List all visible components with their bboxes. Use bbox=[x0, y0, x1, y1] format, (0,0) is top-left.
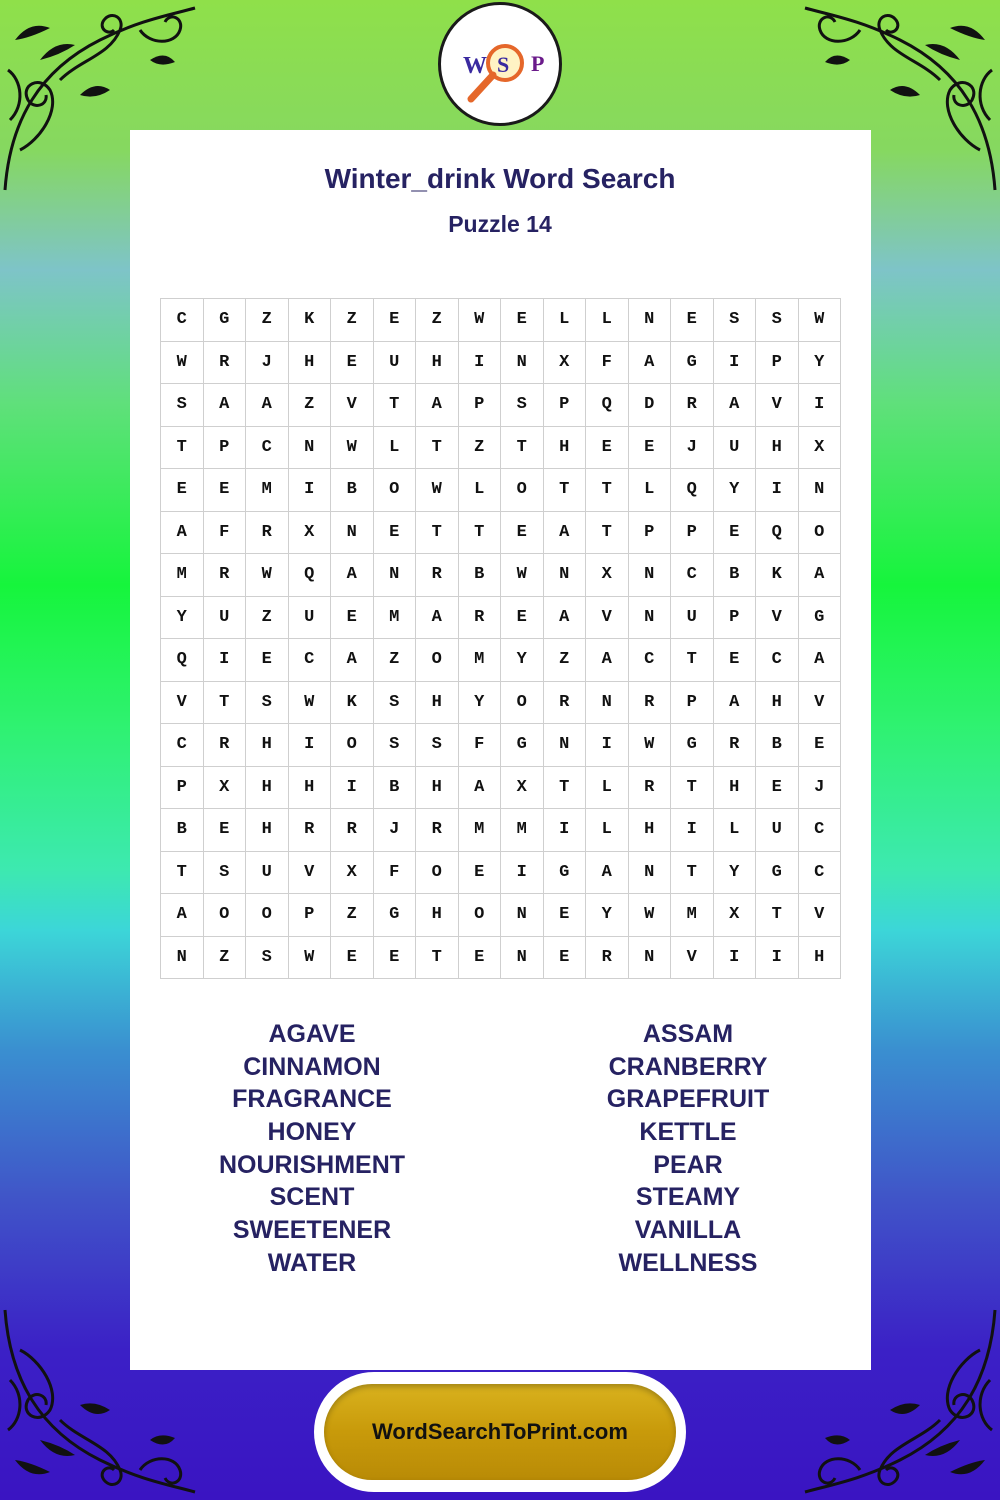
grid-cell[interactable]: I bbox=[714, 937, 757, 980]
grid-cell[interactable]: G bbox=[671, 342, 714, 385]
grid-cell[interactable]: E bbox=[459, 937, 502, 980]
grid-cell[interactable]: M bbox=[459, 809, 502, 852]
grid-cell[interactable]: H bbox=[799, 937, 842, 980]
grid-cell[interactable]: K bbox=[331, 682, 374, 725]
grid-cell[interactable]: A bbox=[331, 554, 374, 597]
grid-cell[interactable]: R bbox=[204, 554, 247, 597]
grid-cell[interactable]: N bbox=[629, 597, 672, 640]
grid-cell[interactable]: V bbox=[756, 597, 799, 640]
grid-cell[interactable]: X bbox=[714, 894, 757, 937]
grid-cell[interactable]: T bbox=[544, 767, 587, 810]
grid-cell[interactable]: C bbox=[629, 639, 672, 682]
grid-cell[interactable]: V bbox=[799, 682, 842, 725]
grid-cell[interactable]: H bbox=[756, 427, 799, 470]
word-list-left bbox=[162, 1018, 462, 1280]
grid-cell[interactable]: Y bbox=[714, 852, 757, 895]
grid-cell[interactable]: H bbox=[714, 767, 757, 810]
grid-cell[interactable]: A bbox=[799, 554, 842, 597]
grid-cell[interactable]: K bbox=[289, 299, 332, 342]
grid-cell[interactable]: N bbox=[161, 937, 204, 980]
grid-cell[interactable]: W bbox=[459, 299, 502, 342]
grid-cell[interactable]: T bbox=[161, 427, 204, 470]
grid-cell[interactable]: E bbox=[204, 469, 247, 512]
word-list-item: NOURISHMENT bbox=[218, 1150, 406, 1179]
grid-cell[interactable]: R bbox=[459, 597, 502, 640]
grid-cell[interactable]: L bbox=[586, 767, 629, 810]
grid-cell[interactable]: N bbox=[331, 512, 374, 555]
grid-cell[interactable]: V bbox=[331, 384, 374, 427]
grid-cell[interactable]: A bbox=[161, 512, 204, 555]
grid-cell[interactable]: R bbox=[714, 724, 757, 767]
word-list-item: VANILLA bbox=[634, 1216, 742, 1245]
grid-cell[interactable]: T bbox=[756, 894, 799, 937]
grid-cell[interactable]: I bbox=[714, 342, 757, 385]
grid-cell[interactable]: L bbox=[586, 299, 629, 342]
grid-cell[interactable]: C bbox=[671, 554, 714, 597]
grid-cell[interactable]: I bbox=[459, 342, 502, 385]
grid-cell[interactable]: H bbox=[756, 682, 799, 725]
grid-cell[interactable]: T bbox=[671, 767, 714, 810]
grid-cell[interactable]: C bbox=[161, 724, 204, 767]
grid-cell[interactable]: C bbox=[799, 809, 842, 852]
grid-cell[interactable]: E bbox=[374, 937, 417, 980]
word-list-item: CINNAMON bbox=[243, 1052, 381, 1081]
grid-cell[interactable]: L bbox=[714, 809, 757, 852]
word-list-item: SWEETENER bbox=[232, 1216, 392, 1245]
grid-cell[interactable]: J bbox=[671, 427, 714, 470]
grid-cell[interactable]: R bbox=[586, 937, 629, 980]
grid-cell[interactable]: G bbox=[756, 852, 799, 895]
grid-cell[interactable]: T bbox=[501, 427, 544, 470]
grid-cell[interactable]: N bbox=[586, 682, 629, 725]
grid-cell[interactable]: Z bbox=[374, 639, 417, 682]
grid-cell[interactable]: E bbox=[714, 639, 757, 682]
grid-cell[interactable]: R bbox=[416, 809, 459, 852]
grid-cell[interactable]: P bbox=[544, 384, 587, 427]
grid-cell[interactable]: U bbox=[374, 342, 417, 385]
grid-cell[interactable]: S bbox=[246, 682, 289, 725]
grid-cell[interactable]: S bbox=[161, 384, 204, 427]
grid-cell[interactable]: W bbox=[629, 724, 672, 767]
grid-cell[interactable]: T bbox=[671, 639, 714, 682]
word-list-item: CRANBERRY bbox=[608, 1052, 768, 1081]
grid-cell[interactable]: G bbox=[671, 724, 714, 767]
grid-cell[interactable]: E bbox=[714, 512, 757, 555]
grid-cell[interactable]: H bbox=[416, 894, 459, 937]
grid-cell[interactable]: M bbox=[671, 894, 714, 937]
grid-cell[interactable]: S bbox=[246, 937, 289, 980]
grid-cell[interactable]: Z bbox=[544, 639, 587, 682]
grid-cell[interactable]: F bbox=[204, 512, 247, 555]
grid-cell[interactable]: S bbox=[416, 724, 459, 767]
grid-cell[interactable]: T bbox=[459, 512, 502, 555]
grid-cell[interactable]: Z bbox=[204, 937, 247, 980]
word-list-item: PEAR bbox=[653, 1150, 723, 1179]
word-list-item: STEAMY bbox=[635, 1183, 741, 1212]
grid-cell[interactable]: H bbox=[416, 767, 459, 810]
grid-cell[interactable]: E bbox=[161, 469, 204, 512]
grid-cell[interactable]: I bbox=[331, 767, 374, 810]
grid-cell[interactable]: H bbox=[246, 724, 289, 767]
grid-cell[interactable]: A bbox=[544, 512, 587, 555]
grid-cell[interactable]: P bbox=[161, 767, 204, 810]
grid-cell[interactable]: S bbox=[374, 682, 417, 725]
grid-cell[interactable]: C bbox=[246, 427, 289, 470]
grid-cell[interactable]: H bbox=[289, 767, 332, 810]
word-list-item: GRAPEFRUIT bbox=[606, 1085, 770, 1114]
grid-cell[interactable]: W bbox=[501, 554, 544, 597]
grid-cell[interactable]: F bbox=[459, 724, 502, 767]
grid-cell[interactable]: M bbox=[501, 809, 544, 852]
grid-cell[interactable]: Q bbox=[289, 554, 332, 597]
grid-cell[interactable]: S bbox=[501, 384, 544, 427]
grid-cell[interactable]: A bbox=[416, 597, 459, 640]
grid-cell[interactable]: F bbox=[586, 342, 629, 385]
puzzle-number: Puzzle 14 bbox=[448, 211, 552, 237]
grid-cell[interactable]: A bbox=[204, 384, 247, 427]
grid-cell[interactable]: B bbox=[756, 724, 799, 767]
logo-letter-s: S bbox=[497, 52, 510, 77]
magnifier-logo-icon bbox=[441, 5, 559, 123]
grid-cell[interactable]: N bbox=[544, 554, 587, 597]
grid-cell[interactable]: Z bbox=[459, 427, 502, 470]
grid-cell[interactable]: W bbox=[289, 937, 332, 980]
grid-cell[interactable]: Q bbox=[586, 384, 629, 427]
grid-cell[interactable]: B bbox=[331, 469, 374, 512]
grid-cell[interactable]: Y bbox=[459, 682, 502, 725]
grid-cell[interactable]: N bbox=[629, 937, 672, 980]
grid-cell[interactable]: Y bbox=[714, 469, 757, 512]
word-list-item: WATER bbox=[267, 1248, 357, 1277]
logo-letter-w: W bbox=[463, 53, 487, 79]
grid-cell[interactable]: X bbox=[331, 852, 374, 895]
grid-cell[interactable]: V bbox=[671, 937, 714, 980]
word-list-item: AGAVE bbox=[268, 1020, 356, 1048]
grid-cell[interactable]: N bbox=[501, 342, 544, 385]
grid-cell[interactable]: Y bbox=[586, 894, 629, 937]
letter-grid bbox=[160, 298, 841, 979]
grid-cell[interactable]: B bbox=[374, 767, 417, 810]
page-title: Winter_drink Word Search bbox=[324, 163, 676, 194]
grid-cell[interactable]: I bbox=[289, 469, 332, 512]
grid-cell[interactable]: Z bbox=[331, 299, 374, 342]
grid-cell[interactable]: Q bbox=[671, 469, 714, 512]
grid-cell[interactable]: H bbox=[629, 809, 672, 852]
grid-cell[interactable]: C bbox=[289, 639, 332, 682]
grid-cell[interactable]: M bbox=[374, 597, 417, 640]
grid-cell[interactable]: P bbox=[671, 512, 714, 555]
grid-cell[interactable]: S bbox=[374, 724, 417, 767]
grid-cell[interactable]: H bbox=[544, 427, 587, 470]
grid-cell[interactable]: E bbox=[331, 597, 374, 640]
grid-cell[interactable]: N bbox=[799, 469, 842, 512]
grid-cell[interactable]: O bbox=[374, 469, 417, 512]
grid-cell[interactable]: G bbox=[544, 852, 587, 895]
grid-cell[interactable]: T bbox=[204, 682, 247, 725]
grid-cell[interactable]: A bbox=[586, 852, 629, 895]
grid-cell[interactable]: B bbox=[714, 554, 757, 597]
grid-cell[interactable]: E bbox=[501, 597, 544, 640]
word-list-item: ASSAM bbox=[642, 1020, 734, 1048]
grid-cell[interactable]: W bbox=[161, 342, 204, 385]
grid-cell[interactable]: Y bbox=[161, 597, 204, 640]
grid-cell[interactable]: X bbox=[501, 767, 544, 810]
grid-cell[interactable]: P bbox=[756, 342, 799, 385]
grid-cell[interactable]: J bbox=[374, 809, 417, 852]
grid-cell[interactable]: A bbox=[544, 597, 587, 640]
grid-cell[interactable]: N bbox=[501, 937, 544, 980]
grid-cell[interactable]: I bbox=[671, 809, 714, 852]
grid-cell[interactable]: E bbox=[374, 512, 417, 555]
grid-cell[interactable]: N bbox=[544, 724, 587, 767]
grid-cell[interactable]: L bbox=[629, 469, 672, 512]
grid-cell[interactable]: A bbox=[246, 384, 289, 427]
grid-cell[interactable]: Y bbox=[501, 639, 544, 682]
grid-cell[interactable]: E bbox=[756, 767, 799, 810]
word-list-item: KETTLE bbox=[639, 1118, 737, 1147]
grid-cell[interactable]: E bbox=[544, 937, 587, 980]
grid-cell[interactable]: L bbox=[459, 469, 502, 512]
grid-cell[interactable]: G bbox=[204, 299, 247, 342]
grid-cell[interactable]: Z bbox=[246, 299, 289, 342]
grid-cell[interactable]: H bbox=[289, 342, 332, 385]
grid-cell[interactable]: R bbox=[204, 724, 247, 767]
grid-cell[interactable]: O bbox=[501, 469, 544, 512]
grid-cell[interactable]: R bbox=[671, 384, 714, 427]
grid-cell[interactable]: E bbox=[586, 427, 629, 470]
grid-cell[interactable]: N bbox=[289, 427, 332, 470]
grid-cell[interactable]: H bbox=[416, 342, 459, 385]
grid-cell[interactable]: N bbox=[374, 554, 417, 597]
grid-cell[interactable]: R bbox=[246, 512, 289, 555]
grid-cell[interactable]: P bbox=[629, 512, 672, 555]
grid-cell[interactable]: T bbox=[416, 937, 459, 980]
grid-cell[interactable]: T bbox=[544, 469, 587, 512]
grid-cell[interactable]: N bbox=[629, 299, 672, 342]
grid-cell[interactable]: I bbox=[544, 809, 587, 852]
grid-cell[interactable]: E bbox=[331, 342, 374, 385]
word-list-item: HONEY bbox=[267, 1118, 357, 1147]
grid-cell[interactable]: G bbox=[374, 894, 417, 937]
grid-cell[interactable]: L bbox=[586, 809, 629, 852]
grid-cell[interactable]: O bbox=[204, 894, 247, 937]
grid-cell[interactable]: N bbox=[629, 554, 672, 597]
grid-cell[interactable]: R bbox=[289, 809, 332, 852]
grid-cell[interactable]: Z bbox=[331, 894, 374, 937]
grid-cell[interactable]: U bbox=[246, 852, 289, 895]
grid-cell[interactable]: E bbox=[459, 852, 502, 895]
grid-cell[interactable]: L bbox=[544, 299, 587, 342]
grid-cell[interactable]: E bbox=[246, 639, 289, 682]
grid-cell[interactable]: M bbox=[459, 639, 502, 682]
grid-cell[interactable]: N bbox=[629, 852, 672, 895]
grid-cell[interactable]: E bbox=[331, 937, 374, 980]
grid-cell[interactable]: T bbox=[374, 384, 417, 427]
grid-cell[interactable]: U bbox=[289, 597, 332, 640]
grid-cell[interactable]: M bbox=[161, 554, 204, 597]
grid-cell[interactable]: X bbox=[586, 554, 629, 597]
grid-cell[interactable]: W bbox=[416, 469, 459, 512]
grid-cell[interactable]: P bbox=[714, 597, 757, 640]
grid-cell[interactable]: R bbox=[544, 682, 587, 725]
word-list-item: SCENT bbox=[269, 1183, 355, 1212]
grid-cell[interactable]: I bbox=[756, 469, 799, 512]
grid-cell[interactable]: U bbox=[204, 597, 247, 640]
grid-cell[interactable]: O bbox=[799, 512, 842, 555]
grid-cell[interactable]: O bbox=[331, 724, 374, 767]
grid-cell[interactable]: A bbox=[331, 639, 374, 682]
grid-cell[interactable]: A bbox=[629, 342, 672, 385]
grid-cell[interactable]: E bbox=[671, 299, 714, 342]
grid-cell[interactable]: X bbox=[544, 342, 587, 385]
grid-cell[interactable]: C bbox=[161, 299, 204, 342]
grid-cell[interactable]: S bbox=[714, 299, 757, 342]
grid-cell[interactable]: U bbox=[671, 597, 714, 640]
grid-cell[interactable]: A bbox=[714, 384, 757, 427]
grid-cell[interactable]: J bbox=[246, 342, 289, 385]
grid-cell[interactable]: E bbox=[204, 809, 247, 852]
grid-cell[interactable]: B bbox=[161, 809, 204, 852]
grid-cell[interactable]: G bbox=[501, 724, 544, 767]
grid-cell[interactable]: A bbox=[586, 639, 629, 682]
grid-cell[interactable]: E bbox=[544, 894, 587, 937]
grid-cell[interactable]: X bbox=[204, 767, 247, 810]
grid-cell[interactable]: O bbox=[246, 894, 289, 937]
grid-cell[interactable]: N bbox=[501, 894, 544, 937]
grid-cell[interactable]: V bbox=[586, 597, 629, 640]
grid-cell[interactable]: D bbox=[629, 384, 672, 427]
grid-cell[interactable]: W bbox=[246, 554, 289, 597]
grid-cell[interactable]: R bbox=[629, 767, 672, 810]
grid-cell[interactable]: V bbox=[161, 682, 204, 725]
grid-cell[interactable]: B bbox=[459, 554, 502, 597]
grid-cell[interactable]: I bbox=[204, 639, 247, 682]
grid-cell[interactable]: W bbox=[799, 299, 842, 342]
grid-cell[interactable]: V bbox=[799, 894, 842, 937]
grid-cell[interactable]: R bbox=[204, 342, 247, 385]
grid-cell[interactable]: Z bbox=[416, 299, 459, 342]
grid-cell[interactable]: I bbox=[756, 937, 799, 980]
grid-cell[interactable]: R bbox=[416, 554, 459, 597]
grid-cell[interactable]: E bbox=[374, 299, 417, 342]
grid-cell[interactable]: C bbox=[756, 639, 799, 682]
grid-cell[interactable]: S bbox=[756, 299, 799, 342]
grid-cell[interactable]: G bbox=[799, 597, 842, 640]
grid-cell[interactable]: R bbox=[629, 682, 672, 725]
grid-cell[interactable]: Q bbox=[161, 639, 204, 682]
grid-cell[interactable]: O bbox=[459, 894, 502, 937]
grid-cell[interactable]: R bbox=[331, 809, 374, 852]
grid-cell[interactable]: H bbox=[246, 809, 289, 852]
grid-cell[interactable]: T bbox=[586, 469, 629, 512]
grid-cell[interactable]: W bbox=[629, 894, 672, 937]
grid-cell[interactable]: Z bbox=[246, 597, 289, 640]
grid-cell[interactable]: E bbox=[501, 512, 544, 555]
grid-cell[interactable]: P bbox=[289, 894, 332, 937]
grid-cell[interactable]: O bbox=[501, 682, 544, 725]
grid-cell[interactable]: Q bbox=[756, 512, 799, 555]
grid-cell[interactable]: I bbox=[289, 724, 332, 767]
site-link[interactable]: WordSearchToPrint.com bbox=[324, 1384, 676, 1480]
grid-cell[interactable]: T bbox=[586, 512, 629, 555]
grid-cell[interactable]: T bbox=[416, 512, 459, 555]
word-list-item: FRAGRANCE bbox=[232, 1085, 392, 1114]
grid-cell[interactable]: K bbox=[756, 554, 799, 597]
grid-cell[interactable]: V bbox=[289, 852, 332, 895]
grid-cell[interactable]: L bbox=[374, 427, 417, 470]
grid-cell[interactable]: I bbox=[501, 852, 544, 895]
grid-cell[interactable]: O bbox=[416, 852, 459, 895]
grid-cell[interactable]: A bbox=[799, 639, 842, 682]
grid-cell[interactable]: V bbox=[756, 384, 799, 427]
grid-cell[interactable]: U bbox=[714, 427, 757, 470]
grid-cell[interactable]: S bbox=[204, 852, 247, 895]
grid-cell[interactable]: A bbox=[459, 767, 502, 810]
grid-cell[interactable]: T bbox=[671, 852, 714, 895]
grid-cell[interactable]: I bbox=[799, 384, 842, 427]
grid-cell[interactable]: W bbox=[331, 427, 374, 470]
grid-cell[interactable]: H bbox=[416, 682, 459, 725]
grid-cell[interactable]: E bbox=[799, 724, 842, 767]
grid-cell[interactable]: O bbox=[416, 639, 459, 682]
grid-cell[interactable]: H bbox=[246, 767, 289, 810]
grid-cell[interactable]: E bbox=[629, 427, 672, 470]
grid-cell[interactable]: P bbox=[204, 427, 247, 470]
grid-cell[interactable]: J bbox=[799, 767, 842, 810]
grid-cell[interactable]: A bbox=[416, 384, 459, 427]
grid-cell[interactable]: P bbox=[671, 682, 714, 725]
grid-cell[interactable]: E bbox=[501, 299, 544, 342]
grid-cell[interactable]: W bbox=[289, 682, 332, 725]
grid-cell[interactable]: X bbox=[799, 427, 842, 470]
word-list-right bbox=[538, 1018, 838, 1280]
grid-cell[interactable]: F bbox=[374, 852, 417, 895]
grid-cell[interactable]: X bbox=[289, 512, 332, 555]
grid-cell[interactable]: Y bbox=[799, 342, 842, 385]
grid-cell[interactable]: C bbox=[799, 852, 842, 895]
logo-letter-p: P bbox=[531, 51, 545, 76]
grid-cell[interactable]: P bbox=[459, 384, 502, 427]
wsp-logo bbox=[438, 2, 562, 126]
grid-cell[interactable]: T bbox=[416, 427, 459, 470]
grid-cell[interactable]: I bbox=[586, 724, 629, 767]
grid-cell[interactable]: A bbox=[161, 894, 204, 937]
grid-cell[interactable]: M bbox=[246, 469, 289, 512]
grid-cell[interactable]: A bbox=[714, 682, 757, 725]
site-badge[interactable] bbox=[314, 1372, 686, 1492]
grid-cell[interactable]: T bbox=[161, 852, 204, 895]
word-list-item: WELLNESS bbox=[618, 1248, 758, 1277]
grid-cell[interactable]: Z bbox=[289, 384, 332, 427]
grid-cell[interactable]: U bbox=[756, 809, 799, 852]
